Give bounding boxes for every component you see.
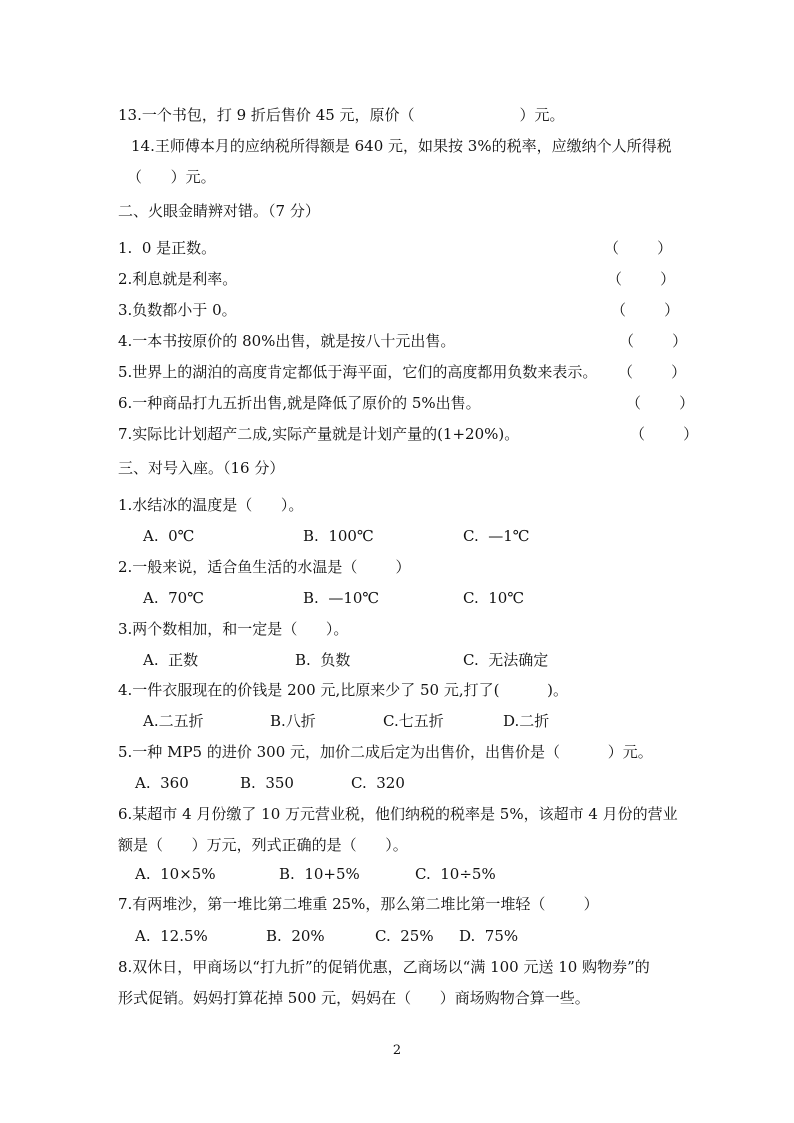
true-false-item-6: 6.一种商品打九五折出售,就是降低了原价的 5%出售。 bbox=[118, 394, 481, 412]
answer-bracket-2: （ ） bbox=[607, 270, 676, 288]
choice-question-6-line-2: 额是（ ）万元，列式正确的是（ ）。 bbox=[118, 836, 408, 854]
option-7d: D. 75% bbox=[459, 927, 519, 945]
section-2-title: 二、火眼金睛辨对错。（7 分） bbox=[118, 202, 320, 220]
option-2a: A. 70℃ bbox=[143, 589, 205, 607]
option-7a: A. 12.5% bbox=[135, 927, 208, 945]
answer-bracket-3: （ ） bbox=[611, 301, 680, 319]
choice-question-2: 2.一般来说，适合鱼生活的水温是（ ） bbox=[118, 558, 411, 576]
option-3a: A. 正数 bbox=[143, 651, 199, 669]
choice-question-5: 5.一种 MP5 的进价 300 元，加价二成后定为出售价，出售价是（ ）元。 bbox=[118, 743, 653, 761]
choice-question-4: 4.一件衣服现在的价钱是 200 元,比原来少了 50 元,打了( )。 bbox=[118, 681, 569, 699]
option-6a: A. 10×5% bbox=[135, 865, 216, 883]
answer-bracket-1: （ ） bbox=[604, 239, 673, 257]
option-2c: C. 10℃ bbox=[463, 589, 525, 607]
option-3c: C. 无法确定 bbox=[463, 651, 549, 669]
question-14-line-2: （ ）元。 bbox=[127, 168, 216, 186]
choice-question-8-line-2: 形式促销。妈妈打算花掉 500 元，妈妈在（ ）商场购物合算一些。 bbox=[118, 989, 590, 1007]
question-14-line-1: 14.王师傅本月的应纳税所得额是 640 元，如果按 3%的税率，应缴纳个人所得税 bbox=[131, 137, 672, 155]
answer-bracket-7: （ ） bbox=[630, 425, 699, 443]
option-6b: B. 10+5% bbox=[279, 865, 360, 883]
true-false-item-7: 7.实际比计划超产二成,实际产量就是计划产量的(1+20%)。 bbox=[118, 425, 520, 443]
true-false-item-2: 2.利息就是利率。 bbox=[118, 270, 238, 288]
option-1a: A. 0℃ bbox=[143, 527, 195, 545]
question-13: 13.一个书包，打 9 折后售价 45 元，原价（ ）元。 bbox=[118, 106, 565, 124]
page-number: 2 bbox=[392, 1043, 402, 1058]
option-4a: A.二五折 bbox=[143, 712, 204, 730]
choice-question-7: 7.有两堆沙，第一堆比第二堆重 25%，那么第二堆比第一堆轻（ ） bbox=[118, 895, 599, 913]
choice-question-3: 3.两个数相加，和一定是（ ）。 bbox=[118, 620, 349, 638]
option-6c: C. 10÷5% bbox=[415, 865, 496, 883]
option-3b: B. 负数 bbox=[295, 651, 351, 669]
option-5c: C. 320 bbox=[351, 774, 405, 792]
true-false-item-1: 1. 0 是正数。 bbox=[118, 239, 217, 257]
answer-bracket-6: （ ） bbox=[626, 394, 695, 412]
option-4b: B.八折 bbox=[270, 712, 316, 730]
option-7c: C. 25% bbox=[375, 927, 434, 945]
true-false-item-3: 3.负数都小于 0。 bbox=[118, 301, 237, 319]
option-2b: B. —10℃ bbox=[303, 589, 380, 607]
answer-bracket-5: （ ） bbox=[618, 363, 687, 381]
option-5b: B. 350 bbox=[240, 774, 294, 792]
option-1c: C. —1℃ bbox=[463, 527, 530, 545]
option-7b: B. 20% bbox=[266, 927, 325, 945]
true-false-item-4: 4.一本书按原价的 80%出售，就是按八十元出售。 bbox=[118, 332, 456, 350]
option-4d: D.二折 bbox=[503, 712, 550, 730]
answer-bracket-4: （ ） bbox=[619, 332, 688, 350]
choice-question-6-line-1: 6.某超市 4 月份缴了 10 万元营业税，他们纳税的税率是 5%，该超市 4 月份的营业 bbox=[118, 805, 678, 823]
choice-question-8-line-1: 8.双休日，甲商场以“打九折”的促销优惠，乙商场以“满 100 元送 10 购物券”的 bbox=[118, 958, 650, 976]
choice-question-1: 1.水结冰的温度是（ ）。 bbox=[118, 496, 304, 514]
section-3-title: 三、对号入座。（16 分） bbox=[118, 459, 285, 477]
true-false-item-5: 5.世界上的湖泊的高度肯定都低于海平面，它们的高度都用负数来表示。 bbox=[118, 363, 598, 381]
option-4c: C.七五折 bbox=[383, 712, 444, 730]
option-5a: A. 360 bbox=[135, 774, 189, 792]
option-1b: B. 100℃ bbox=[303, 527, 374, 545]
